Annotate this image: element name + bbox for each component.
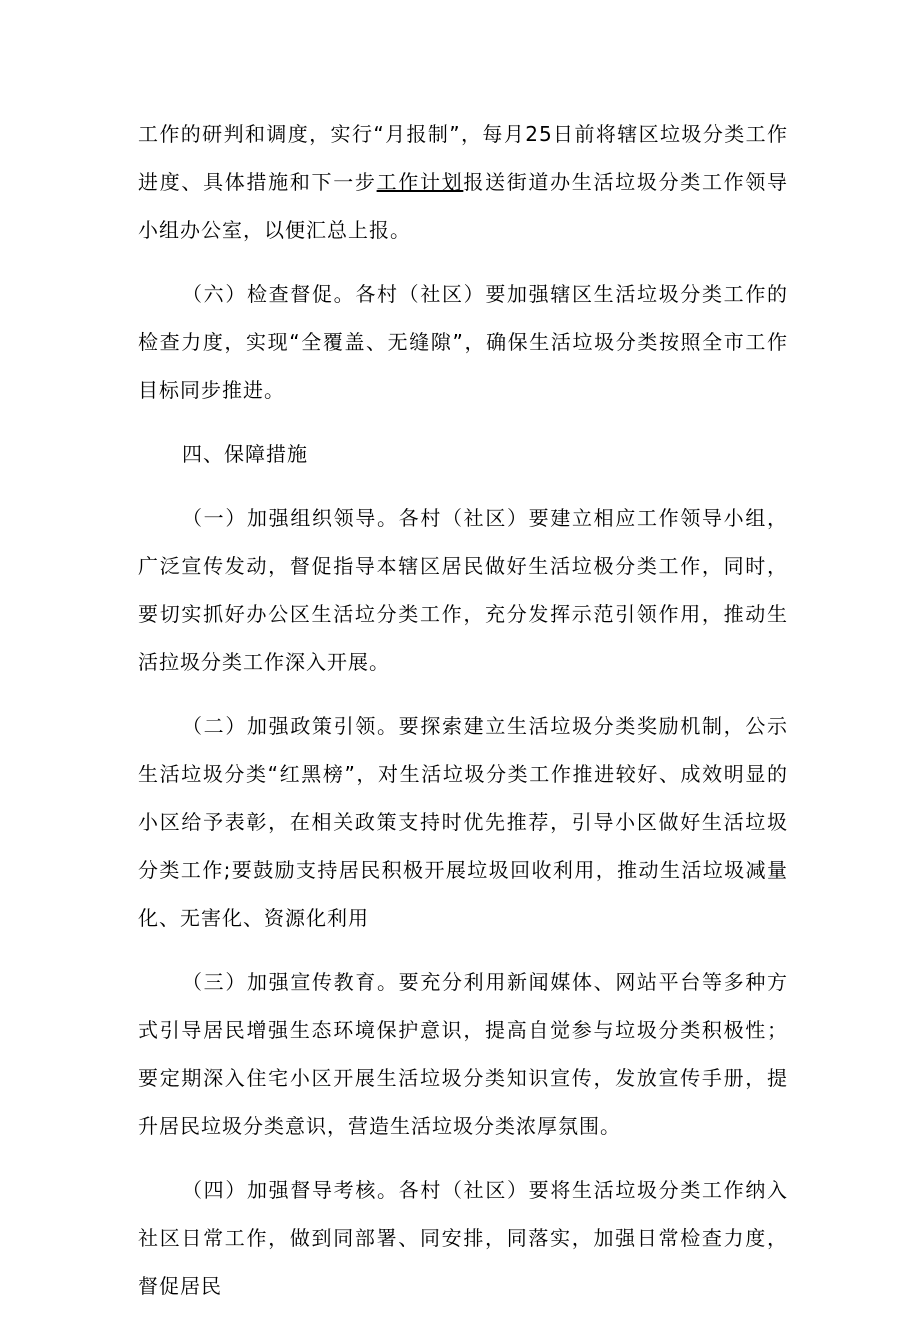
paragraph-policy: （二）加强政策引领。要探索建立生活垃圾分类奖励机制，公示生活垃圾分类“红黑榜”，对生活垃圾分类工作推进较好、成效明显的小区给予表彰，在相关政策支持时优先推荐，引导小区做好生活垃圾分类工作;要鼓励支持居民积极开展垃圾回收利用，推动生活垃圾减量化、无害化、资源化利用 (138, 714, 788, 930)
paragraph-monthly-report (138, 110, 788, 254)
document-body (138, 110, 788, 1326)
paragraph-supervision: （四）加强督导考核。各村（社区）要将生活垃圾分类工作纳入社区日常工作，做到同部署、同安排，同落实，加强日常检查力度，督促居民 (138, 1178, 788, 1298)
work-plan-link[interactable]: 工作计划 (376, 170, 464, 194)
paragraph-organization: （一）加强组织领导。各村（社区）要建立相应工作领导小组，广泛宣传发动，督促指导本辖区居民做好生活垃极分类工作，同时，要切实抓好办公区生活垃分类工作，充分发挥示范引领作用，推动生活拉圾分类工作深入开展。 (138, 506, 788, 674)
section-heading-safeguards: 四、保障措施 (182, 442, 308, 466)
paragraph-publicity: （三）加强宣传教育。要充分利用新闻媒体、网站平台等多种方式引导居民增强生态环境保护意识，提高自觉参与垃圾分类积极性；要定期深入住宅小区开展生活垃圾分类知识宣传，发放宣传手册，提升居民垃圾分类意识，营造生活垃圾分类浓厚氛围。 (138, 970, 788, 1138)
paragraph-inspection: （六）检查督促。各村（社区）要加强辖区生活垃圾分类工作的检查力度，实现“全覆盖、无缝隙”，确保生活垃圾分类按照全市工作目标同步推进。 (138, 282, 788, 402)
paragraph-text: 工作的研判和调度，实行“月报制”，每月25日前将辖区垃圾分类工作进度、具体措施和下一步 (138, 122, 788, 194)
paragraph-text: 报送街道办生活垃圾分类工作领导小组办公室，以便汇总上报。 (138, 170, 789, 242)
